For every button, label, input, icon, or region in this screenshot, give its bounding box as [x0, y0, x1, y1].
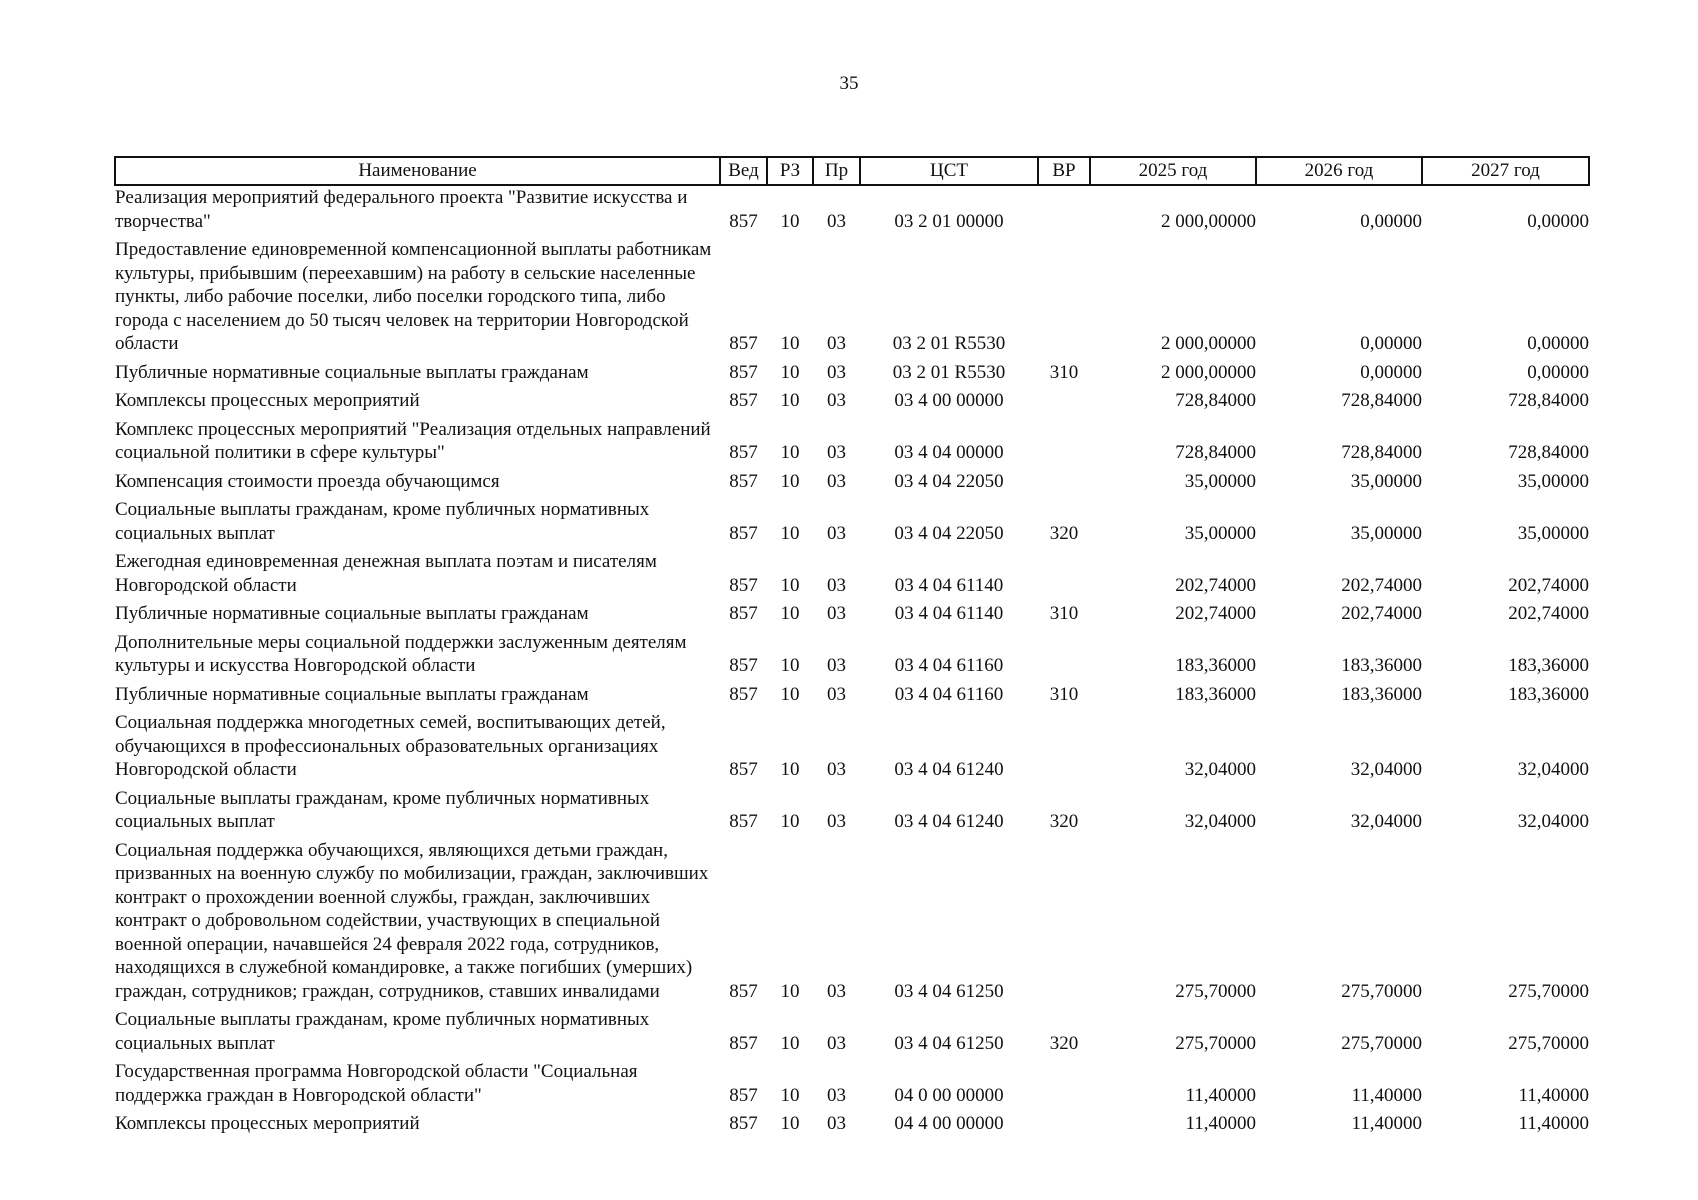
- row-2026: 0,00000: [1360, 333, 1422, 354]
- row-vr: 320: [1049, 811, 1079, 832]
- row-name: Социальная поддержка многодетных семей, воспитывающих детей, обучающихся в профессиональных образовательных организациях Новгородской области: [115, 712, 666, 780]
- row-name: Социальные выплаты гражданам, кроме публичных нормативных социальных выплат: [115, 787, 650, 832]
- row-cst: 03 4 04 00000: [894, 442, 1004, 463]
- row-cst: 04 4 00 00000: [894, 1113, 1004, 1134]
- row-2027: 275,70000: [1508, 980, 1589, 1002]
- row-2025: 275,70000: [1175, 1032, 1256, 1054]
- row-ved: 857: [729, 390, 758, 411]
- row-cst: 03 4 04 61140: [894, 574, 1004, 596]
- row-pr: 03: [827, 980, 846, 1002]
- row-name: Ежегодная единовременная денежная выплата поэтам и писателям Новгородской области: [115, 551, 657, 596]
- row-rz: 10: [780, 1113, 800, 1134]
- table-row: [115, 711, 1589, 787]
- row-2025: 11,40000: [1185, 1113, 1256, 1134]
- row-2025: 2 000,00000: [1161, 210, 1256, 232]
- row-cst: 03 2 01 R5530: [892, 361, 1006, 383]
- row-vr: 310: [1049, 603, 1079, 624]
- row-cst: 03 2 01 00000: [894, 210, 1004, 232]
- row-2026: 183,36000: [1341, 655, 1422, 676]
- row-vr: 310: [1049, 361, 1079, 383]
- row-2027: 728,84000: [1508, 442, 1589, 463]
- row-rz: 10: [780, 603, 800, 624]
- row-2027: 183,36000: [1508, 655, 1589, 676]
- table-row: [115, 361, 1589, 390]
- row-pr: 03: [827, 361, 846, 383]
- row-ved: 857: [729, 1084, 758, 1106]
- row-pr: 03: [827, 1032, 846, 1054]
- row-2025: 32,04000: [1184, 759, 1256, 780]
- row-2025: 35,00000: [1184, 522, 1256, 544]
- row-ved: 857: [729, 574, 758, 596]
- table-row: [115, 787, 1589, 839]
- table-row: [115, 389, 1589, 418]
- row-2025: 202,74000: [1175, 574, 1256, 596]
- row-cst: 03 4 04 61160: [894, 655, 1004, 676]
- row-vr: [1038, 185, 1090, 238]
- row-2025: 2 000,00000: [1161, 361, 1256, 383]
- row-2025: 2 000,00000: [1161, 333, 1256, 354]
- row-pr: 03: [827, 1113, 846, 1134]
- row-2027: 202,74000: [1508, 603, 1589, 624]
- page-number: 35: [839, 73, 859, 94]
- row-ved: 857: [729, 333, 758, 354]
- table-row: [115, 839, 1589, 1009]
- row-name: Социальная поддержка обучающихся, являющихся детьми граждан, призванных на военную службу по мобилизации, граждан, заключивших контракт о прохождении военной службы, граждан, заключивших контракт о добровольном содействии, участвующих в специальной военной операции, начавшейся 24 февраля 2022 года, сотрудников, находящихся в служебной командировке, а также погибших (умерших) граждан, сотрудников; граждан, сотрудников, ставших инвалидами: [115, 839, 709, 1002]
- row-rz: 10: [780, 210, 800, 232]
- table-row: [115, 1112, 1589, 1141]
- table-row: [115, 238, 1589, 361]
- row-2025: 32,04000: [1184, 811, 1256, 832]
- row-2027: 35,00000: [1517, 470, 1589, 492]
- row-2025: 183,36000: [1175, 683, 1256, 705]
- row-ved: 857: [729, 655, 758, 676]
- row-cst: 03 4 04 61250: [894, 1032, 1004, 1054]
- row-ved: 857: [729, 759, 758, 780]
- row-2027: 32,04000: [1517, 811, 1589, 832]
- row-2026: 202,74000: [1341, 603, 1422, 624]
- row-2027: 0,00000: [1527, 361, 1589, 383]
- row-2025: 183,36000: [1175, 655, 1256, 676]
- row-pr: 03: [827, 683, 846, 705]
- row-vr: [1038, 839, 1090, 1009]
- row-rz: 10: [780, 522, 800, 544]
- row-2027: 11,40000: [1518, 1084, 1589, 1106]
- row-ved: 857: [729, 442, 758, 463]
- row-name: Государственная программа Новгородской области "Социальная поддержка граждан в Новгородской области": [115, 1061, 638, 1106]
- row-pr: 03: [827, 655, 846, 676]
- table-header-row: [115, 157, 1589, 185]
- row-2026: 728,84000: [1341, 442, 1422, 463]
- row-2027: 275,70000: [1508, 1032, 1589, 1054]
- row-name: Компенсация стоимости проезда обучающимся: [115, 470, 500, 492]
- row-2026: 35,00000: [1350, 470, 1422, 492]
- row-2027: 202,74000: [1508, 574, 1589, 596]
- row-cst: 03 4 04 22050: [894, 522, 1004, 544]
- row-pr: 03: [827, 442, 846, 463]
- row-ved: 857: [729, 522, 758, 544]
- row-2026: 202,74000: [1341, 574, 1422, 596]
- header-2027: 2027 год: [1422, 157, 1589, 185]
- row-name: Социальные выплаты гражданам, кроме публичных нормативных социальных выплат: [115, 499, 650, 544]
- row-vr: [1038, 1060, 1090, 1112]
- row-ved: 857: [729, 361, 758, 383]
- row-rz: 10: [780, 980, 800, 1002]
- row-pr: 03: [827, 1084, 846, 1106]
- budget-table: [114, 156, 1590, 1141]
- row-vr: [1038, 711, 1090, 787]
- table-row: [115, 1060, 1589, 1112]
- row-cst: 03 4 04 61250: [894, 980, 1004, 1002]
- header-name: Наименование: [115, 157, 720, 185]
- row-ved: 857: [729, 683, 758, 705]
- row-vr: [1038, 1112, 1090, 1141]
- row-vr: [1038, 389, 1090, 418]
- row-2027: 11,40000: [1518, 1113, 1589, 1134]
- row-ved: 857: [729, 210, 758, 232]
- row-rz: 10: [780, 574, 800, 596]
- row-2026: 0,00000: [1360, 361, 1422, 383]
- row-vr: 320: [1049, 1032, 1079, 1054]
- row-vr: 320: [1049, 522, 1079, 544]
- row-2027: 32,04000: [1517, 759, 1589, 780]
- row-2027: 183,36000: [1508, 683, 1589, 705]
- row-ved: 857: [729, 980, 758, 1002]
- row-cst: 03 2 01 R5530: [892, 333, 1006, 354]
- table-row: [115, 602, 1589, 631]
- row-rz: 10: [780, 442, 800, 463]
- table-row: [115, 631, 1589, 683]
- header-2026: 2026 год: [1256, 157, 1422, 185]
- row-cst: 04 0 00 00000: [894, 1084, 1004, 1106]
- table-row: [115, 498, 1589, 550]
- row-ved: 857: [729, 1032, 758, 1054]
- row-pr: 03: [827, 333, 846, 354]
- row-cst: 03 4 04 61240: [894, 811, 1004, 832]
- row-2027: 728,84000: [1508, 390, 1589, 411]
- row-ved: 857: [729, 603, 758, 624]
- row-2025: 275,70000: [1175, 980, 1256, 1002]
- row-2025: 202,74000: [1175, 603, 1256, 624]
- row-2026: 728,84000: [1341, 390, 1422, 411]
- row-2026: 275,70000: [1341, 1032, 1422, 1054]
- row-2026: 275,70000: [1341, 980, 1422, 1002]
- table-row: [115, 550, 1589, 602]
- row-rz: 10: [780, 811, 800, 832]
- row-2026: 32,04000: [1350, 811, 1422, 832]
- row-rz: 10: [780, 1084, 800, 1106]
- row-2026: 32,04000: [1350, 759, 1422, 780]
- row-pr: 03: [827, 210, 846, 232]
- row-cst: 03 4 04 22050: [894, 470, 1004, 492]
- row-2026: 35,00000: [1350, 522, 1422, 544]
- row-pr: 03: [827, 470, 846, 492]
- row-cst: 03 4 00 00000: [894, 390, 1004, 411]
- row-name: Комплекс процессных мероприятий "Реализация отдельных направлений социальной политики в сфере культуры": [115, 418, 711, 463]
- table-row: [115, 470, 1589, 499]
- header-ved: Вед: [720, 157, 767, 185]
- row-pr: 03: [827, 522, 846, 544]
- row-pr: 03: [827, 759, 846, 780]
- row-vr: [1038, 631, 1090, 683]
- row-rz: 10: [780, 1032, 800, 1054]
- row-vr: 310: [1049, 683, 1079, 705]
- row-2026: 0,00000: [1360, 210, 1422, 232]
- row-2025: 11,40000: [1185, 1084, 1256, 1106]
- header-pr: Пр: [813, 157, 860, 185]
- row-name: Дополнительные меры социальной поддержки заслуженным деятелям культуры и искусства Новгородской области: [115, 631, 687, 676]
- row-name: Публичные нормативные социальные выплаты гражданам: [115, 683, 589, 705]
- row-cst: 03 4 04 61240: [894, 759, 1004, 780]
- row-vr: [1038, 470, 1090, 499]
- row-name: Предоставление единовременной компенсационной выплаты работникам культуры, прибывшим (переехавшим) на работу в сельские населенные пункты, либо рабочие поселки, либо поселки городского типа, либо города с населением до 50 тысяч человек на территории Новгородской области: [115, 239, 712, 354]
- row-cst: 03 4 04 61160: [894, 683, 1004, 705]
- row-2027: 35,00000: [1517, 522, 1589, 544]
- header-cst: ЦСТ: [860, 157, 1038, 185]
- table-body: [115, 185, 1589, 1141]
- row-vr: [1038, 418, 1090, 470]
- table-row: [115, 1008, 1589, 1060]
- row-rz: 10: [780, 759, 800, 780]
- row-pr: 03: [827, 811, 846, 832]
- row-pr: 03: [827, 574, 846, 596]
- row-rz: 10: [780, 361, 800, 383]
- row-ved: 857: [729, 470, 758, 492]
- header-2025: 2025 год: [1090, 157, 1256, 185]
- table-row: [115, 185, 1589, 238]
- row-2025: 728,84000: [1175, 390, 1256, 411]
- row-name: Комплексы процессных мероприятий: [115, 1113, 420, 1134]
- row-rz: 10: [780, 390, 800, 411]
- row-ved: 857: [729, 811, 758, 832]
- row-vr: [1038, 550, 1090, 602]
- table-row: [115, 418, 1589, 470]
- row-rz: 10: [780, 655, 800, 676]
- row-2027: 0,00000: [1527, 333, 1589, 354]
- row-rz: 10: [780, 333, 800, 354]
- row-name: Публичные нормативные социальные выплаты гражданам: [115, 361, 589, 383]
- row-cst: 03 4 04 61140: [894, 603, 1004, 624]
- row-2026: 11,40000: [1351, 1113, 1422, 1134]
- row-vr: [1038, 238, 1090, 361]
- row-2026: 183,36000: [1341, 683, 1422, 705]
- header-rz: РЗ: [767, 157, 813, 185]
- row-name: Публичные нормативные социальные выплаты гражданам: [115, 603, 589, 624]
- row-pr: 03: [827, 603, 846, 624]
- header-vr: ВР: [1038, 157, 1090, 185]
- row-pr: 03: [827, 390, 846, 411]
- row-name: Реализация мероприятий федерального проекта "Развитие искусства и творчества": [115, 187, 688, 232]
- row-name: Комплексы процессных мероприятий: [115, 390, 420, 411]
- table-row: [115, 683, 1589, 712]
- row-ved: 857: [729, 1113, 758, 1134]
- row-rz: 10: [780, 470, 800, 492]
- row-2027: 0,00000: [1527, 210, 1589, 232]
- row-2025: 35,00000: [1184, 470, 1256, 492]
- row-name: Социальные выплаты гражданам, кроме публичных нормативных социальных выплат: [115, 1009, 650, 1054]
- row-rz: 10: [780, 683, 800, 705]
- row-2026: 11,40000: [1351, 1084, 1422, 1106]
- row-2025: 728,84000: [1175, 442, 1256, 463]
